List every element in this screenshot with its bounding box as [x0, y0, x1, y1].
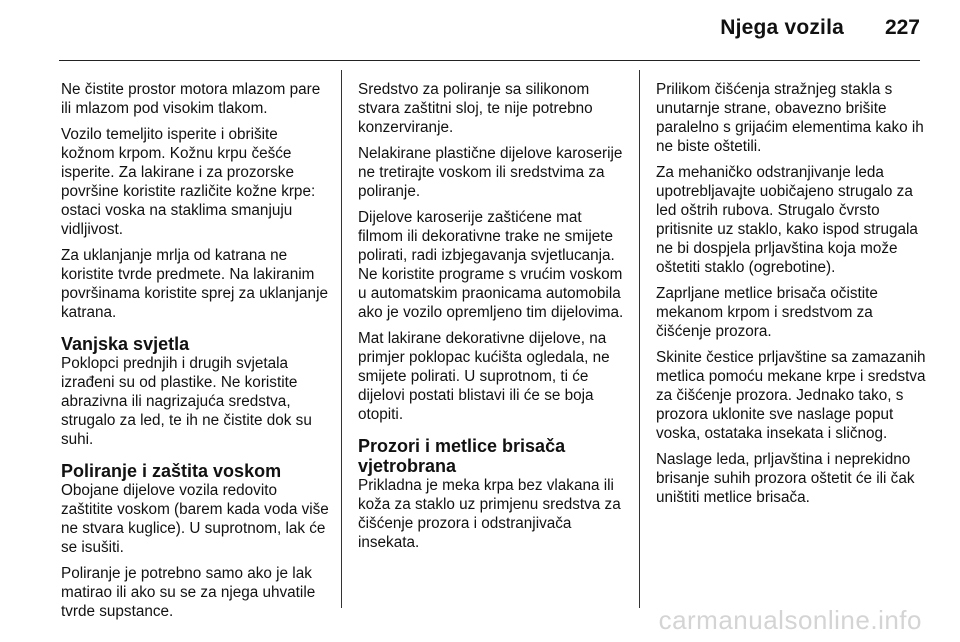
- paragraph: Zaprljane metlice brisača očistite mekanom krpom i sredstvom za čišćenje prozora.: [656, 285, 878, 340]
- section-heading-exterior-lights: Vanjska svjetla: [61, 334, 190, 354]
- paragraph: Prilikom čišćenja stražnjeg stakla s unutarnje strane, obavezno brišite paralelno s grijaćim elementima kako ih ne biste oštetili.: [656, 81, 924, 155]
- section-heading-windows-wipers: Prozori i metlice brisača vjetrobrana: [358, 436, 566, 476]
- paragraph: Sredstvo za poliranje sa silikonom stvara zaštitni sloj, te nije potrebno konzerviranje.: [358, 81, 593, 136]
- text-column-2: [358, 80, 630, 559]
- watermark: carmanualsonline.info: [658, 605, 922, 635]
- column-divider: [341, 70, 342, 608]
- text-column-1: [61, 80, 331, 628]
- paragraph: Dijelove karoserije zaštićene mat filmom ili dekorativne trake ne smijete polirati, radi izbjegavanja svjetlucanja. Ne koristite programe s vrućim voskom u automatskim praonicama automobila ako je vozilo opremljeno tim dijelovima.: [358, 209, 624, 321]
- page-header: [0, 0, 960, 52]
- paragraph: Ne čistite prostor motora mlazom pare ili mlazom pod visokim tlakom.: [61, 81, 321, 117]
- paragraph: Mat lakirane dekorativne dijelove, na primjer poklopac kućišta ogledala, ne smijete polirati. U suprotnom, ti će dijelovi postati blistavi ili će se boja otopiti.: [358, 330, 610, 423]
- paragraph: Obojane dijelove vozila redovito zaštitite voskom (barem kada voda više ne stvara kuglice). U suprotnom, lak će se isušiti.: [61, 482, 329, 556]
- page-number: 227: [884, 16, 920, 39]
- paragraph: Poklopci prednjih i drugih svjetala izrađeni su od plastike. Ne koristite abrazivna ili nagrizajuća sredstva, strugalo za led, te ih ne čistite dok su suhi.: [61, 355, 312, 448]
- chapter-title: Njega vozila: [720, 16, 844, 39]
- section-heading-polishing: Poliranje i zaštita voskom: [61, 461, 282, 481]
- paragraph: Skinite čestice prljavštine sa zamazanih metlica pomoću mekane krpe i sredstva za čišćenje prozora. Jednako tako, s prozora uklonite sve naslage poput voska, ostataka insekata i sličnog.: [656, 349, 926, 442]
- paragraph: Za uklanjanje mrlja od katrana ne koristite tvrde predmete. Na lakiranim površinama koristite sprej za uklanjanje katrana.: [61, 247, 328, 321]
- paragraph: Vozilo temeljito isperite i obrišite kožnom krpom. Kožnu krpu češće isperite. Za lakirane i za prozorske površine koristite različite kožne krpe: ostaci voska na staklima smanjuju vidljivost.: [61, 126, 316, 238]
- paragraph: Prikladna je meka krpa bez vlakana ili koža za staklo uz primjenu sredstva za čišćenje prozora i odstranjivača insekata.: [358, 477, 621, 551]
- column-divider: [639, 70, 640, 608]
- header-divider: [59, 60, 920, 61]
- paragraph: Poliranje je potrebno samo ako je lak matirao ili ako su se za njega uhvatile tvrde supstance.: [61, 565, 316, 620]
- paragraph: Za mehaničko odstranjivanje leda upotrebljavajte uobičajeno strugalo za led oštrih rubova. Strugalo čvrsto pritisnite uz staklo, kako ispod strugala ne bi dospjela prljavština koja može oštetiti staklo (ogrebotine).: [656, 164, 918, 276]
- paragraph: Nelakirane plastične dijelove karoserije ne tretirajte voskom ili sredstvima za poliranje.: [358, 145, 623, 200]
- text-column-3: [656, 80, 926, 514]
- paragraph: Naslage leda, prljavština i neprekidno brisanje suhih prozora oštetit će ili čak uništiti metlice brisača.: [656, 451, 915, 506]
